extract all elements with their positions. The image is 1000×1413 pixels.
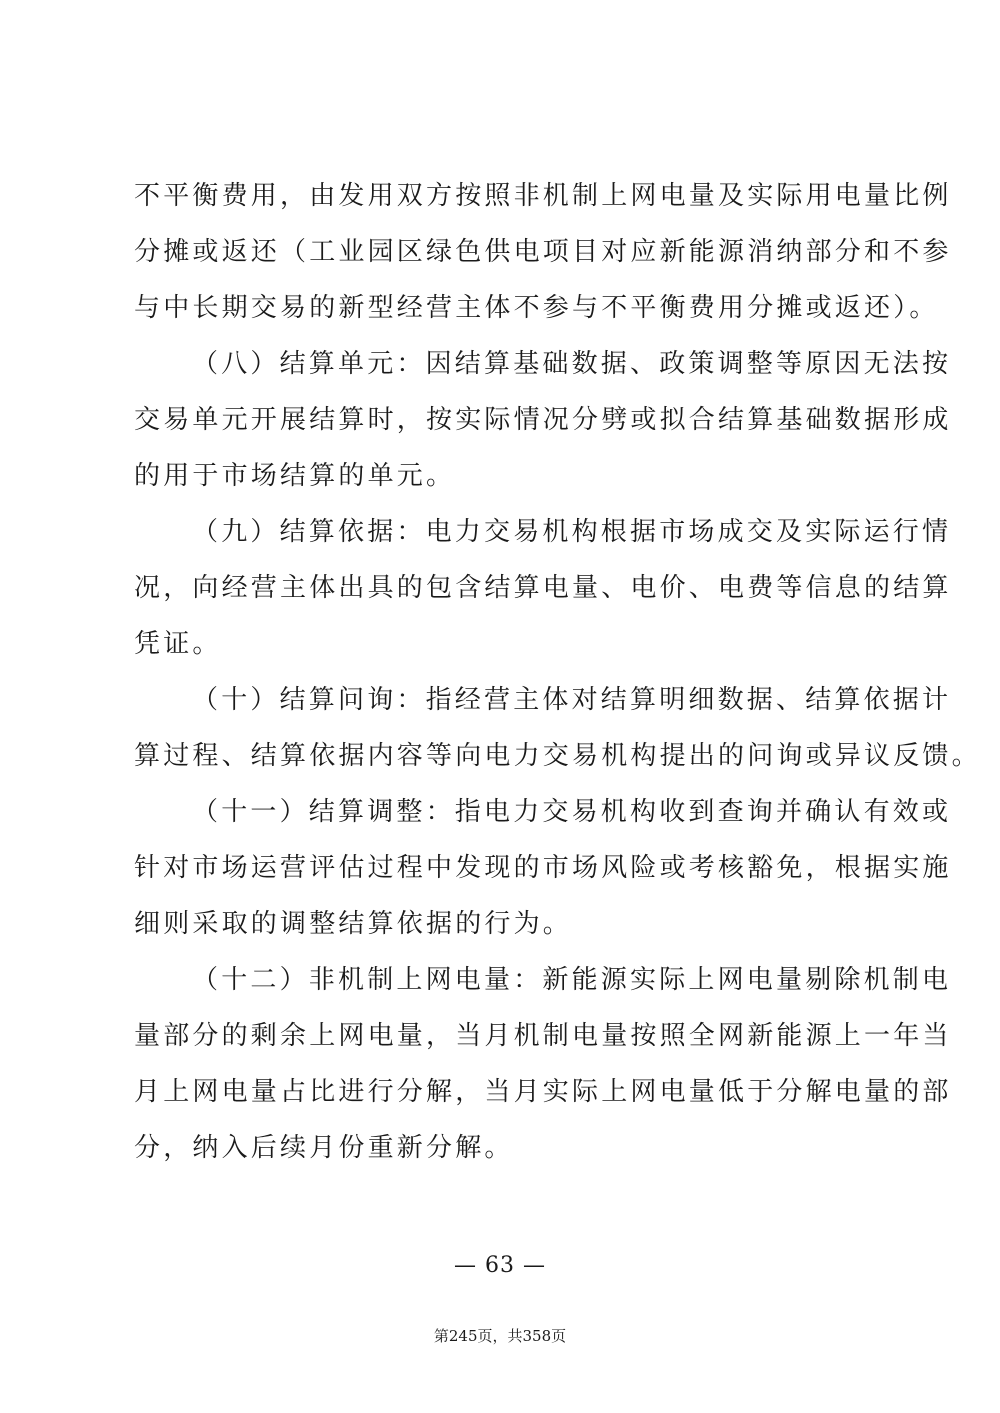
paragraph-non-mechanism-grid-energy [134,952,952,1176]
paragraph-settlement-unit [134,336,952,504]
text-line: 分摊或返还（工业园区绿色供电项目对应新能源消纳部分和不参 [134,237,952,267]
paragraph-settlement-basis [134,504,952,672]
text-line: 月上网电量占比进行分解，当月实际上网电量低于分解电量的部 [134,1077,952,1107]
text-line: 与中长期交易的新型经营主体不参与不平衡费用分摊或返还）。 [134,293,939,323]
text-line: 况，向经营主体出具的包含结算电量、电价、电费等信息的结算 [134,573,952,603]
page-counter: 第245页，共358页 [433,1327,567,1345]
text-line: （九）结算依据：电力交易机构根据市场成交及实际运行情 [192,517,952,547]
text-line: 算过程、结算依据内容等向电力交易机构提出的问询或异议反馈。 [134,741,981,771]
paragraph-settlement-adjustment [134,784,952,952]
text-line: 凭证。 [134,629,222,659]
text-line: 细则采取的调整结算依据的行为。 [134,909,573,939]
text-line: 量部分的剩余上网电量，当月机制电量按照全网新能源上一年当 [134,1021,952,1051]
text-line: 针对市场运营评估过程中发现的市场风险或考核豁免，根据实施 [134,853,952,883]
text-line: 的用于市场结算的单元。 [134,461,456,491]
text-line: （八）结算单元：因结算基础数据、政策调整等原因无法按 [192,349,952,379]
document-body [134,168,981,1176]
text-line: （十二）非机制上网电量：新能源实际上网电量剔除机制电 [192,965,952,995]
text-line: 不平衡费用，由发用双方按照非机制上网电量及实际用电量比例 [134,181,952,211]
text-line: （十一）结算调整：指电力交易机构收到查询并确认有效或 [192,797,952,827]
paragraph-settlement-inquiry [134,672,981,784]
text-line: 交易单元开展结算时，按实际情况分劈或拟合结算基础数据形成 [134,405,952,435]
page-number: — 63 — [454,1253,546,1278]
paragraph-continued-imbalance-fees [134,168,952,336]
text-line: （十）结算问询：指经营主体对结算明细数据、结算依据计 [192,685,952,715]
text-line: 分，纳入后续月份重新分解。 [134,1133,514,1163]
